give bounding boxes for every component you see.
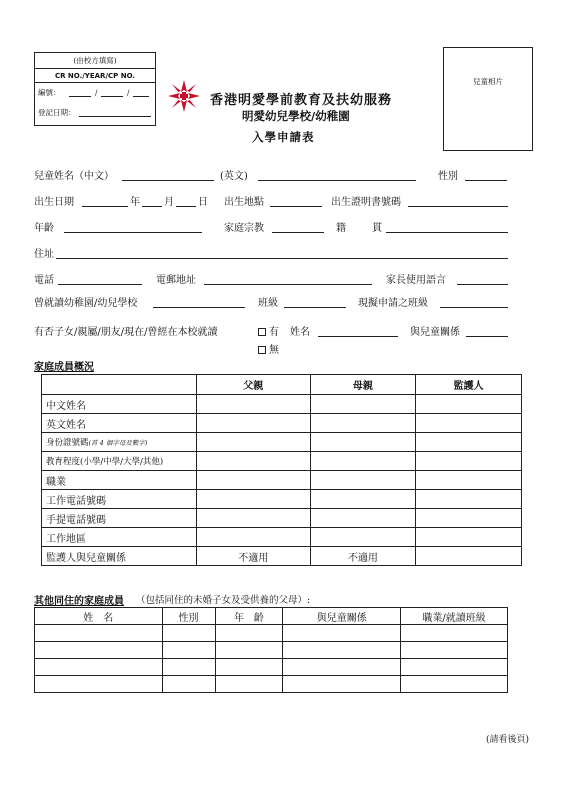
sibling-relation-label: 與兒童關係 (410, 327, 460, 338)
name-en-field[interactable] (258, 180, 416, 181)
religion-field[interactable] (272, 232, 324, 233)
parent-lang-label: 家長使用語言 (386, 275, 446, 286)
sibling-name-label: 姓名 (290, 327, 310, 338)
parent-lang-field[interactable] (457, 284, 508, 285)
origin-label-a: 籍 (336, 223, 346, 234)
sibling-question-label: 有否子女/親屬/朋友/現在/曾經在本校就讀 (34, 327, 218, 338)
crno-label: CR NO./YEAR/CP NO. (35, 69, 155, 83)
org-title: 香港明愛學前教育及扶幼服務 (210, 93, 393, 108)
name-cn-label: 兒童姓名（中文） (34, 171, 114, 182)
table-row (42, 395, 522, 414)
number-field-3[interactable] (133, 96, 149, 97)
table-row (35, 659, 508, 676)
father-cell[interactable] (196, 414, 310, 433)
guardian-cell[interactable] (416, 509, 522, 528)
day-label: 日 (198, 197, 208, 208)
others-cell[interactable] (401, 625, 508, 642)
dob-month-field[interactable] (142, 206, 162, 207)
number-label: 編號： (38, 88, 61, 97)
number-field-2[interactable] (101, 96, 123, 97)
prev-school-label: 曾就讀幼稚園/幼兒學校 (34, 298, 138, 309)
yes-checkbox[interactable] (258, 328, 266, 336)
others-cell[interactable] (401, 642, 508, 659)
father-cell[interactable] (196, 452, 310, 471)
guardian-cell[interactable] (416, 528, 522, 547)
others-sex-header: 性別 (162, 608, 215, 625)
table-row (42, 509, 522, 528)
sex-label: 性別 (438, 171, 458, 182)
mother-header: 母親 (310, 375, 416, 395)
others-cell[interactable] (215, 676, 283, 693)
row-label: 教育程度(小學/中學/大學/其他) (42, 452, 197, 471)
others-cell[interactable] (283, 659, 401, 676)
number-sep-1: / (95, 88, 98, 97)
name-cn-field[interactable] (122, 180, 214, 181)
row-label (42, 433, 197, 452)
caritas-logo (166, 78, 202, 114)
photo-label: 兒童相片 (473, 77, 503, 86)
guardian-cell[interactable] (416, 452, 522, 471)
others-age-header: 年 齡 (215, 608, 283, 625)
row-label: 手提電話號碼 (42, 509, 197, 528)
school-use-header: (由校方填寫) (35, 53, 155, 69)
yes-label: 有 (269, 327, 279, 338)
guardian-cell[interactable] (416, 471, 522, 490)
reg-date-row (35, 103, 155, 123)
no-option (258, 341, 279, 356)
mother-cell[interactable] (310, 452, 416, 471)
mother-cell[interactable] (310, 414, 416, 433)
sibling-name-field[interactable] (318, 336, 398, 337)
dob-day-field[interactable] (176, 206, 196, 207)
address-label: 住址 (34, 249, 54, 260)
form-title: 入學申請表 (252, 130, 315, 144)
mother-cell[interactable] (310, 509, 416, 528)
row-label: 工作電話號碼 (42, 490, 197, 509)
email-field[interactable] (204, 284, 372, 285)
others-cell[interactable] (283, 642, 401, 659)
table-row (42, 433, 522, 452)
class-field[interactable] (284, 307, 346, 308)
sex-field[interactable] (465, 180, 507, 181)
others-cell[interactable] (162, 625, 215, 642)
others-cell[interactable] (215, 625, 283, 642)
others-cell[interactable] (35, 676, 163, 693)
school-use-box (34, 52, 156, 126)
table-row (42, 452, 522, 471)
others-cell[interactable] (162, 659, 215, 676)
others-cell[interactable] (401, 659, 508, 676)
row-label: 監護人與兒童關係 (42, 547, 197, 566)
mother-cell[interactable] (310, 395, 416, 414)
table-row (42, 471, 522, 490)
others-cell[interactable] (283, 625, 401, 642)
father-cell[interactable] (196, 395, 310, 414)
guardian-cell[interactable] (416, 490, 522, 509)
age-label: 年齡 (34, 223, 54, 234)
photo-box (443, 47, 533, 151)
religion-label: 家庭宗教 (224, 223, 264, 234)
apply-class-label: 現擬申請之班級 (358, 298, 428, 309)
others-cell[interactable] (401, 676, 508, 693)
birthplace-field[interactable] (270, 206, 322, 207)
others-header-row (35, 608, 508, 625)
mother-cell[interactable] (310, 528, 416, 547)
no-checkbox[interactable] (258, 346, 266, 354)
number-sep-2: / (127, 88, 130, 97)
guardian-cell[interactable] (416, 547, 522, 566)
row-label: 職業 (42, 471, 197, 490)
others-section-note: （包括同住的未婚子女及受供養的父母）: (136, 595, 311, 606)
number-row (35, 83, 155, 103)
table-row (42, 528, 522, 547)
table-row (42, 547, 522, 566)
others-section-title: 其他同住的家庭成員 (34, 596, 124, 607)
address-field[interactable] (56, 258, 508, 259)
yes-option (258, 323, 279, 338)
year-label: 年 (130, 197, 140, 208)
id-label: 身份證號碼 (46, 438, 89, 448)
page-footer: (請看後頁) (485, 735, 529, 745)
class-label: 班級 (258, 298, 278, 309)
father-cell[interactable] (196, 433, 310, 452)
birth-cert-label: 出生證明書號碼 (331, 197, 401, 208)
reg-date-field[interactable] (79, 116, 151, 117)
origin-label-b: 貫 (372, 223, 382, 234)
id-note: (首 4 個字母及數字) (88, 439, 148, 447)
table-row (35, 676, 508, 693)
others-cell[interactable] (35, 642, 163, 659)
reg-date-label: 登記日期： (38, 108, 76, 117)
origin-field[interactable] (386, 232, 508, 233)
mother-cell[interactable] (310, 433, 416, 452)
month-label: 月 (164, 197, 174, 208)
father-cell[interactable] (196, 471, 310, 490)
table-row (35, 625, 508, 642)
mother-cell[interactable] (310, 471, 416, 490)
dob-year-field[interactable] (82, 206, 128, 207)
others-table (34, 607, 508, 693)
number-field-1[interactable] (69, 96, 91, 97)
family-table (41, 374, 522, 566)
email-label: 電郵地址 (156, 275, 196, 286)
father-cell[interactable] (196, 490, 310, 509)
phone-label: 電話 (34, 275, 54, 286)
row-label: 英文姓名 (42, 414, 197, 433)
father-cell[interactable] (196, 509, 310, 528)
others-name-header: 姓 名 (35, 608, 163, 625)
others-cell[interactable] (162, 642, 215, 659)
sibling-relation-field[interactable] (466, 336, 508, 337)
others-cell[interactable] (35, 659, 163, 676)
others-relation-header: 與兒童關係 (283, 608, 401, 625)
guardian-header: 監護人 (416, 375, 522, 395)
age-field[interactable] (64, 232, 202, 233)
family-section-title: 家庭成員概況 (34, 362, 94, 373)
table-row (42, 414, 522, 433)
others-cell[interactable] (35, 625, 163, 642)
family-header-row (42, 375, 522, 395)
apply-class-field[interactable] (440, 307, 508, 308)
others-occupation-header: 職業/就讀班級 (401, 608, 508, 625)
birth-cert-field[interactable] (408, 206, 508, 207)
mother-na: 不適用 (310, 547, 416, 566)
birthplace-label: 出生地點 (224, 197, 264, 208)
father-na: 不適用 (196, 547, 310, 566)
guardian-cell[interactable] (416, 414, 522, 433)
phone-field[interactable] (58, 284, 142, 285)
table-row (42, 490, 522, 509)
guardian-cell[interactable] (416, 395, 522, 414)
father-header: 父親 (196, 375, 310, 395)
dob-label: 出生日期 (34, 197, 74, 208)
guardian-cell[interactable] (416, 433, 522, 452)
others-cell[interactable] (215, 659, 283, 676)
row-label: 中文姓名 (42, 395, 197, 414)
others-cell[interactable] (283, 676, 401, 693)
family-header-blank (42, 375, 197, 395)
no-label: 無 (269, 345, 279, 356)
row-label: 工作地區 (42, 528, 197, 547)
mother-cell[interactable] (310, 490, 416, 509)
others-cell[interactable] (162, 676, 215, 693)
school-title: 明愛幼兒學校/幼稚園 (242, 109, 350, 123)
name-en-label: (英文) (220, 171, 248, 182)
others-cell[interactable] (215, 642, 283, 659)
prev-school-field[interactable] (153, 307, 245, 308)
father-cell[interactable] (196, 528, 310, 547)
table-row (35, 642, 508, 659)
